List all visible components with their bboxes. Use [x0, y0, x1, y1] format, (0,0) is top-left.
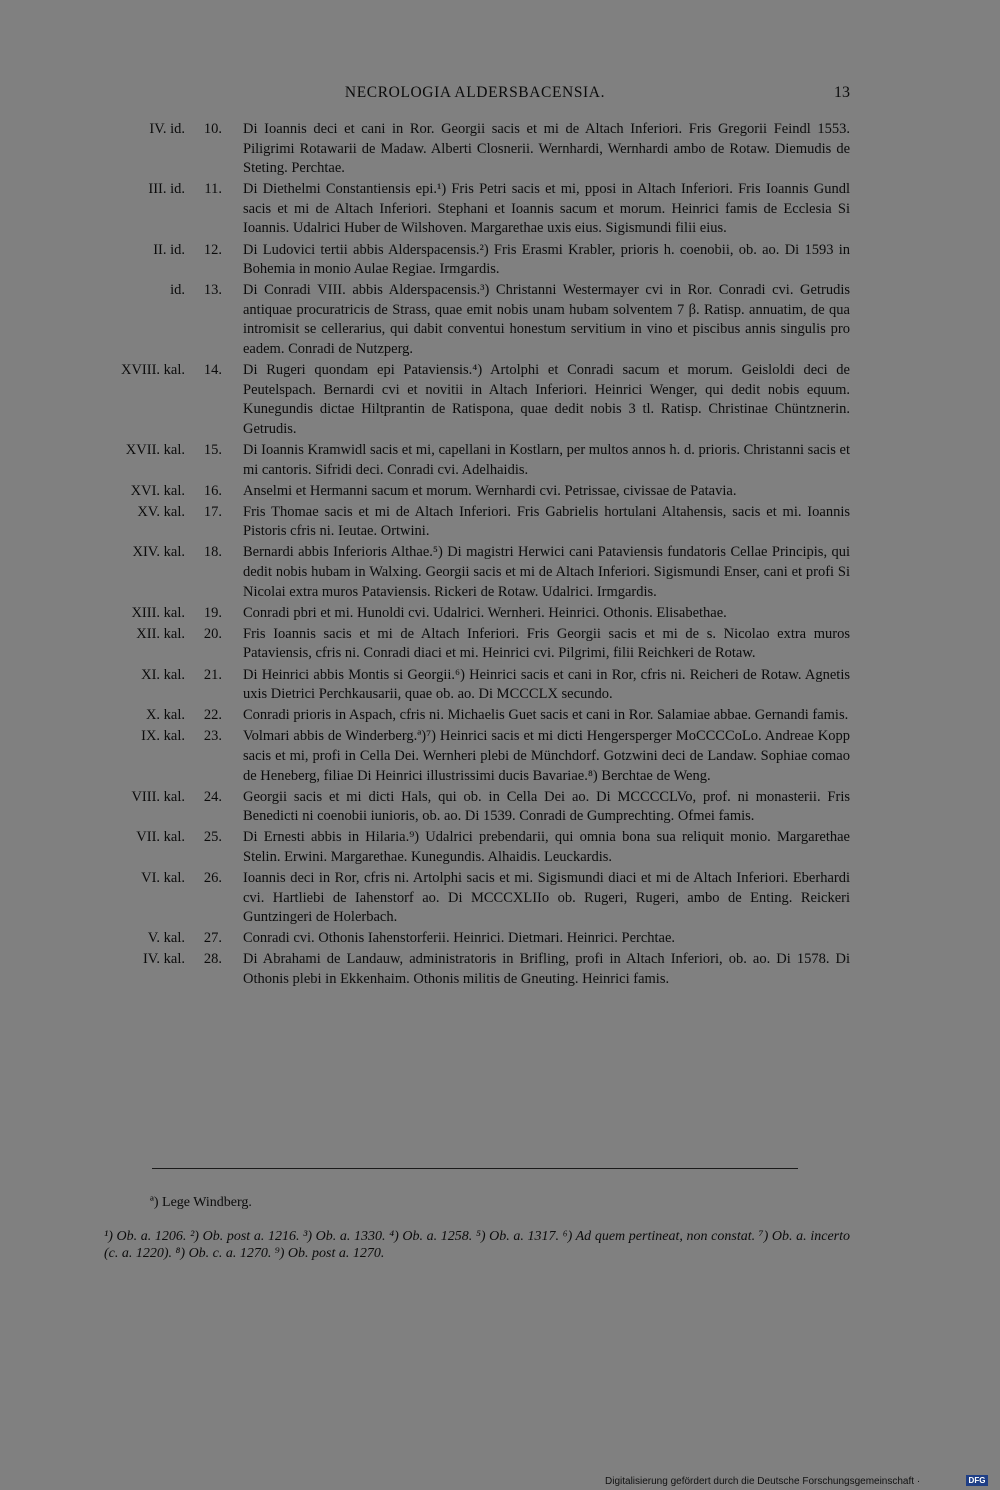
- entry-date: XI. kal.: [141, 666, 185, 683]
- entry-day-number: 28.: [203, 951, 222, 968]
- necrology-entry: [0, 666, 1000, 705]
- necrology-entry: [0, 869, 1000, 928]
- entry-day-number: 19.: [203, 604, 222, 621]
- entry-text: Georgii sacis et mi dicti Hals, qui ob. in Cella Dei ao. Di MCCCCLVo, prof. ni monasterii. Fris Benedicti ni coenobii iunioris, ob. ao. Di 1539. Conradi de Gumprechting. Ofmei famis.: [243, 788, 850, 825]
- necrology-entry: [0, 503, 1000, 542]
- entry-date: V. kal.: [147, 930, 185, 947]
- entry-text: Fris Thomae sacis et mi de Altach Inferiori. Fris Gabrielis hortulani Altahensis, sacis et mi. Ioannis Pistoris cfris ni. Ieutae. Ortwini.: [243, 503, 850, 540]
- footnote-a: ª) Lege Windberg.: [150, 1195, 252, 1210]
- entry-day-number: 25.: [203, 829, 222, 846]
- necrology-entry: [0, 120, 1000, 179]
- entry-date: XVIII. kal.: [120, 362, 185, 379]
- entry-day-number: 22.: [203, 707, 222, 724]
- entry-text: Di Ioannis Kramwidl sacis et mi, capellani in Kostlarn, per multos annos h. d. prioris. Christanni sacis et mi cantoris. Sifridi deci. Conradi cvi. Adelhaidis.: [243, 442, 850, 478]
- entry-date: XIII. kal.: [131, 604, 185, 621]
- entry-date: VII. kal.: [136, 829, 185, 846]
- entry-date: II. id.: [153, 241, 185, 258]
- entry-date: XVI. kal.: [130, 482, 185, 499]
- entry-day-number: 26.: [203, 869, 222, 886]
- necrology-entry: [0, 441, 1000, 480]
- entry-text: Anselmi et Hermanni sacum et morum. Wernhardi cvi. Petrissae, civissae de Patavia.: [243, 482, 737, 499]
- entry-text: Ioannis deci in Ror, cfris ni. Artolphi sacis et mi. Sigismundi diaci et mi de Altach Inferiori. Eberhardi cvi. Hartliebi de Iahenstorf ao. Di MCCCXLIIo ob. Rugeri, Rugeri, ambo de Enting. Reickeri Guntzingeri de Holerbach.: [243, 869, 850, 926]
- entry-text: Conradi prioris in Aspach, cfris ni. Michaelis Guet sacis et cani in Ror. Salamiae abbae. Gernandi famis.: [243, 707, 849, 724]
- entry-date: III. id.: [148, 181, 185, 198]
- footnotes: ¹) Ob. a. 1206. ²) Ob. post a. 1216. ³) Ob. a. 1330. ⁴) Ob. a. 1258. ⁵) Ob. a. 1317. ⁶) Ad quem pertineat, non constat. ⁷) Ob. a. incerto (c. a. 1220). ⁸) Ob. c. a. 1270. ⁹) Ob. post a. 1270.: [104, 1229, 850, 1261]
- necrology-entry: [0, 950, 1000, 989]
- necrology-entry: [0, 361, 1000, 439]
- entry-date: XIV. kal.: [132, 544, 185, 561]
- entry-text: Di Ludovici tertii abbis Alderspacensis.²) Fris Erasmi Krabler, prioris h. coenobii, ob. ao. Di 1593 in Bohemia in monio Aulae Regiae. Irmgardis.: [243, 241, 850, 278]
- entry-text: Conradi cvi. Othonis Iahenstorferii. Heinrici. Dietmari. Heinrici. Perchtae.: [243, 930, 676, 947]
- entry-date: XV. kal.: [137, 503, 185, 520]
- necrology-entry: [0, 788, 1000, 827]
- necrology-entry: [0, 482, 1000, 502]
- entry-day-number: 17.: [203, 503, 222, 520]
- necrology-entry: [0, 241, 1000, 280]
- necrology-entry: [0, 727, 1000, 786]
- entry-text: Di Rugeri quondam epi Pataviensis.⁴) Artolphi et Conradi sacum et morum. Geisloldi deci de Peutelspach. Bernardi cvi et novitii in Altach Inferiori. Heinrici Wenger, qui dedit nobis equum. Kunegundis dictae Hiltprantin de Ratispona, quae dedit nobis 3 tl. Ratisp. Christinae Chüntznerin. Getrudis.: [243, 362, 850, 437]
- necrology-entry: [0, 706, 1000, 726]
- necrology-entries: [0, 120, 1000, 991]
- necrology-entry: [0, 828, 1000, 867]
- entry-date: XVII. kal.: [125, 442, 185, 458]
- entry-date: IV. id.: [149, 121, 185, 137]
- entry-text: Conradi pbri et mi. Hunoldi cvi. Udalrici. Wernheri. Heinrici. Othonis. Elisabethae.: [243, 604, 727, 621]
- entry-day-number: 10.: [203, 121, 222, 137]
- necrology-entry: [0, 543, 1000, 602]
- entry-text: Di Heinrici abbis Montis si Georgii.⁶) Heinrici sacis et cani in Ror, cfris ni. Reicheri de Rotaw. Agnetis uxis Dietrici Perchkausarii, quae ob. ao. Di MCCCLX secundo.: [243, 666, 850, 703]
- entry-day-number: 12.: [203, 241, 222, 258]
- entry-date: IX. kal.: [141, 728, 185, 745]
- necrology-entry: [0, 625, 1000, 664]
- entry-day-number: 16.: [203, 482, 222, 499]
- entry-day-number: 13.: [203, 282, 222, 299]
- digitization-credit: Digitalisierung gefördert durch die Deutsche Forschungsgemeinschaft ·: [605, 1476, 921, 1487]
- entry-text: Volmari abbis de Winderberg.ª)⁷) Heinrici sacis et mi dicti Hengersperger MoCCCCoLo. Andreae Kopp sacis et mi, profi in Cella Dei. Wernheri plebi de Münchdorf. Gotzwini deci de Landaw. Sophiae comao de Heneberg, filiae Di Heinrici illustrissimi ducis Bavariae.⁸) Berchtae de Weng.: [243, 728, 850, 784]
- entry-day-number: 11.: [204, 181, 222, 198]
- entry-day-number: 24.: [203, 788, 222, 805]
- entry-day-number: 21.: [203, 666, 222, 683]
- necrology-entry: [0, 604, 1000, 624]
- entry-day-number: 18.: [203, 544, 222, 561]
- necrology-entry: [0, 281, 1000, 359]
- entry-text: Bernardi abbis Inferioris Althae.⁵) Di magistri Herwici cani Pataviensis fundatoris Cellae Principis, qui dedit nobis hubam in Walxing. Georgii sacis et mi de Altach Inferiori. Sigismundi Enser, cani et profi Si Nicolai extra muros Pataviensis. Rickeri de Rotaw. Udalrici. Irmgardis.: [243, 544, 850, 600]
- entry-date: XII. kal.: [136, 625, 185, 642]
- entry-text: Di Abrahami de Landauw, administratoris in Brifling, profi in Altach Inferiori, ob. ao. Di 1578. Di Othonis plebi in Ekkenhaim. Othonis militis de Gneuting. Heinrici famis.: [243, 951, 850, 987]
- footnote-divider: [152, 1168, 798, 1169]
- page-title: NECROLOGIA ALDERSBACENSIA.: [344, 84, 606, 101]
- entry-day-number: 15.: [203, 442, 222, 458]
- entry-date: VIII. kal.: [131, 788, 185, 805]
- entry-date: X. kal.: [145, 707, 185, 724]
- entry-day-number: 20.: [203, 625, 222, 642]
- entry-date: VI. kal.: [141, 869, 185, 886]
- entry-day-number: 23.: [203, 728, 222, 745]
- entry-day-number: 27.: [203, 930, 222, 947]
- page-number: 13: [834, 84, 850, 101]
- entry-date: id.: [170, 282, 185, 299]
- entry-text: Fris Ioannis sacis et mi de Altach Inferiori. Fris Georgii sacis et mi de s. Nicolao extra muros Pataviensis, cfris ni. Conradi diaci et mi. Heinrici cvi. Pilgrimi, filii Reichkeri de Rotaw.: [243, 625, 850, 662]
- entry-text: Di Ernesti abbis in Hilaria.⁹) Udalrici prebendarii, qui omnia bona sua reliquit monio. Margarethae Stelin. Erwini. Margarethae. Kunegundis. Alhaidis. Leuckardis.: [243, 829, 850, 865]
- necrology-entry: [0, 180, 1000, 239]
- entry-text: Di Conradi VIII. abbis Alderspacensis.³) Christanni Westermayer cvi in Ror. Conradi cvi. Getrudis antiquae procuratricis de Strass, quae emit nobis unam hubam solventem 7 β. Ratisp. annuatim, de qua intromisit se cellerarius, qui dabit conventui honestum servitium in vino et piscibus annis singulis pro eadem. Conradi de Nutzperg.: [243, 282, 850, 358]
- entry-day-number: 14.: [203, 362, 222, 379]
- entry-text: Di Ioannis deci et cani in Ror. Georgii sacis et mi de Altach Inferiori. Fris Gregorii Feindl 1553. Piligrimi Rotawarii de Madaw. Alberti Closnerii. Wernhardi, Wernhardi ambo de Rotaw. Diemudis de Steting. Perchtae.: [243, 121, 850, 177]
- necrology-entry: [0, 929, 1000, 949]
- dfg-logo: DFG: [966, 1475, 988, 1486]
- entry-date: IV. kal.: [142, 951, 185, 968]
- entry-text: Di Diethelmi Constantiensis epi.¹) Fris Petri sacis et mi, pposi in Altach Inferiori. Fris Ioannis Gundl sacis et mi de Altach Inferiori. Stephani et Ioannis sacum et morum. Heinrici famis de Ecclesia Si Ioannis. Udalrici Huber de Wilshoven. Margarethae uxis eius. Sigismundi filii eius.: [243, 181, 850, 237]
